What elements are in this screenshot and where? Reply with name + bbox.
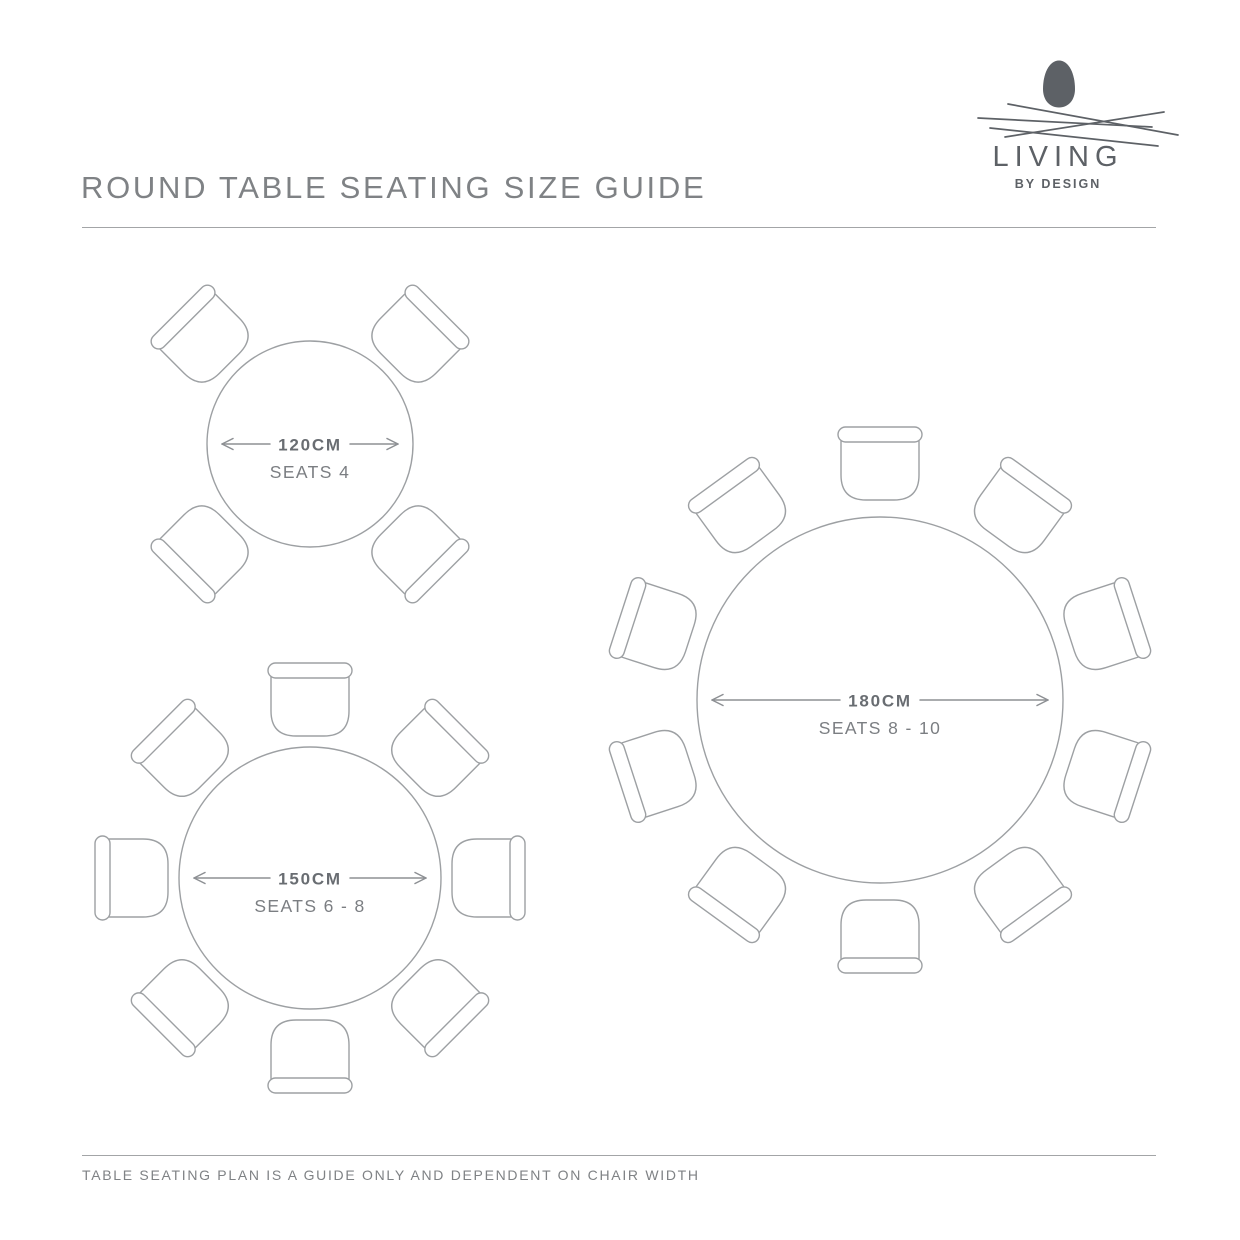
chair-backrest	[838, 427, 922, 442]
chair-seat	[271, 670, 349, 736]
table-seats-label: SEATS 8 - 10	[818, 718, 942, 738]
brand-tagline: BY DESIGN	[1014, 177, 1102, 191]
chair	[607, 576, 702, 678]
chair-backrest	[95, 836, 110, 920]
chair-backrest	[268, 663, 352, 678]
table-group-table-150cm	[95, 663, 525, 1093]
table-size-label: 180CM	[848, 691, 912, 711]
chair	[838, 427, 922, 500]
chair-backrest	[268, 1078, 352, 1093]
chair-seat	[452, 839, 518, 917]
footer-note: TABLE SEATING PLAN IS A GUIDE ONLY AND DEPENDENT ON CHAIR WIDTH	[82, 1167, 700, 1183]
chair-seat	[841, 900, 919, 966]
table-group-table-120cm	[148, 282, 472, 606]
chair-backrest	[510, 836, 525, 920]
chair-seat	[271, 1020, 349, 1086]
brand-name: LIVING	[992, 141, 1124, 173]
table-size-label: 150CM	[278, 869, 342, 889]
chair	[1057, 722, 1152, 824]
chair	[268, 1020, 352, 1093]
table-seats-label: SEATS 6 - 8	[254, 896, 366, 916]
table-group-table-180cm	[607, 427, 1152, 973]
chair-seat	[841, 434, 919, 500]
page-title: ROUND TABLE SEATING SIZE GUIDE	[81, 170, 707, 205]
table-size-label: 120CM	[278, 435, 342, 455]
chair	[838, 900, 922, 973]
chair-seat	[102, 839, 168, 917]
chair	[1057, 576, 1152, 678]
chair	[607, 722, 702, 824]
footer-divider	[82, 1155, 1156, 1156]
chair-backrest	[838, 958, 922, 973]
table-seats-label: SEATS 4	[269, 462, 351, 482]
chair	[452, 836, 525, 920]
chair	[95, 836, 168, 920]
chair	[268, 663, 352, 736]
